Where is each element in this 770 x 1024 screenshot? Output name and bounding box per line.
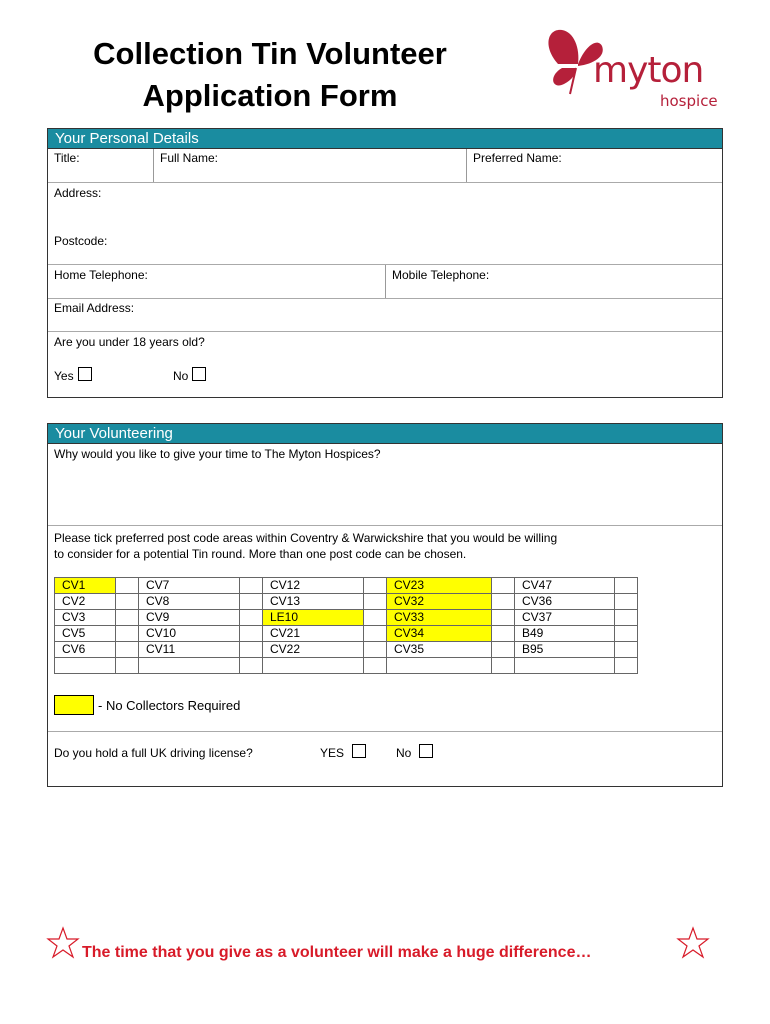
driving-yes-checkbox[interactable] [352,744,366,758]
postcode-table-row [55,594,638,610]
star-left-icon [46,926,80,960]
postcode-cell: CV22 [263,642,364,658]
postcode-tick-box[interactable] [615,594,638,610]
driving-question: Do you hold a full UK driving license? [54,746,253,760]
volunteering-heading: Your Volunteering [48,424,722,444]
postcode-tick-box[interactable] [492,610,515,626]
postcode-label: Postcode: [54,234,108,248]
telephone-row [48,265,722,299]
preferred-name-label: Preferred Name: [473,151,562,165]
postcode-cell: CV32 [387,594,492,610]
postcode-tick-box[interactable] [240,658,263,674]
postcode-cell: CV12 [263,578,364,594]
brand-sub: hospice [660,92,718,110]
postcode-tick-box[interactable] [240,578,263,594]
driving-row [48,732,722,782]
email-row [48,299,722,332]
page-title [60,33,480,117]
postcode-tick-box[interactable] [116,626,139,642]
postcode-table-row [55,626,638,642]
postcode-table-row [55,578,638,594]
driving-yes-label: YES [320,746,345,760]
personal-details-heading: Your Personal Details [48,129,722,149]
under-18-yes-label: Yes [54,369,74,383]
under-18-question: Are you under 18 years old? [54,335,205,349]
postcode-tick-box[interactable] [240,626,263,642]
tick-instruction-line-2: to consider for a potential Tin round. More than one post code can be chosen. [54,547,467,561]
volunteering-section [47,423,723,787]
name-row [48,149,722,183]
address-row [48,183,722,265]
postcode-cell: CV36 [515,594,615,610]
personal-details-section [47,128,723,398]
brand-name: myton [593,50,704,91]
postcode-tick-box[interactable] [116,658,139,674]
postcode-tick-box[interactable] [240,642,263,658]
postcode-cell [139,658,240,674]
postcode-cell: LE10 [263,610,364,626]
postcode-cell: CV3 [55,610,116,626]
postcode-cell [55,658,116,674]
postcode-cell: CV21 [263,626,364,642]
postcode-row [48,526,722,732]
driving-no-label: No [396,746,412,760]
postcode-table-row [55,610,638,626]
postcode-tick-box[interactable] [492,658,515,674]
why-question: Why would you like to give your time to The Myton Hospices? [54,447,381,461]
postcode-tick-box[interactable] [116,594,139,610]
postcode-table-row [55,642,638,658]
postcode-cell: CV34 [387,626,492,642]
postcode-cell: CV47 [515,578,615,594]
postcode-cell: CV11 [139,642,240,658]
postcode-cell: CV6 [55,642,116,658]
postcode-cell: CV7 [139,578,240,594]
postcode-tick-box[interactable] [364,610,387,626]
mobile-telephone-label: Mobile Telephone: [392,268,490,282]
postcode-tick-box[interactable] [240,610,263,626]
postcode-cell: CV35 [387,642,492,658]
star-right-icon [676,926,710,960]
full-name-label: Full Name: [160,151,219,165]
postcode-cell [515,658,615,674]
postcode-cell: CV5 [55,626,116,642]
home-telephone-label: Home Telephone: [54,268,148,282]
address-label: Address: [54,186,102,200]
postcode-tick-box[interactable] [615,642,638,658]
driving-no [396,744,433,760]
legend-text: - No Collectors Required [98,698,241,713]
postcode-tick-box[interactable] [116,578,139,594]
postcode-tick-box[interactable] [492,594,515,610]
postcode-tick-box[interactable] [240,594,263,610]
postcode-tick-box[interactable] [116,642,139,658]
postcode-cell: CV9 [139,610,240,626]
postcode-tick-box[interactable] [615,626,638,642]
title-line-1: Collection Tin Volunteer [93,36,447,71]
postcode-tick-box[interactable] [615,578,638,594]
postcode-cell: CV8 [139,594,240,610]
under-18-no-checkbox[interactable] [192,367,206,381]
title-label: Title: [54,151,80,165]
postcode-tick-box[interactable] [492,578,515,594]
postcode-table-row [55,658,638,674]
under-18-yes-checkbox[interactable] [78,367,92,381]
postcode-cell: B49 [515,626,615,642]
postcode-tick-box[interactable] [492,626,515,642]
under-18-yes [54,367,92,383]
postcode-cell: CV1 [55,578,116,594]
postcode-tick-box[interactable] [615,658,638,674]
under-18-no-label: No [173,369,189,383]
why-row [48,444,722,526]
age-row [48,332,722,398]
driving-yes [320,744,366,760]
postcode-cell: CV23 [387,578,492,594]
postcode-tick-box[interactable] [116,610,139,626]
postcode-tick-box[interactable] [615,610,638,626]
postcode-tick-box[interactable] [364,578,387,594]
tick-instruction-line-1: Please tick preferred post code areas within Coventry & Warwickshire that you would be willing [54,531,558,545]
postcode-tick-box[interactable] [364,626,387,642]
postcode-cell: CV2 [55,594,116,610]
legend-swatch [54,695,94,715]
postcode-cell: CV37 [515,610,615,626]
title-line-2: Application Form [142,78,398,113]
postcode-cell: B95 [515,642,615,658]
postcode-tick-box[interactable] [364,658,387,674]
under-18-no [173,367,206,383]
postcode-cell: CV10 [139,626,240,642]
postcode-cell [263,658,364,674]
postcode-cell [387,658,492,674]
postcode-table [54,577,638,674]
postcode-tick-box[interactable] [364,594,387,610]
postcode-cell: CV13 [263,594,364,610]
footer-slogan: The time that you give as a volunteer will make a huge difference… [82,944,592,961]
driving-no-checkbox[interactable] [419,744,433,758]
postcode-cell: CV33 [387,610,492,626]
email-label: Email Address: [54,301,135,315]
postcode-tick-box[interactable] [364,642,387,658]
postcode-tick-box[interactable] [492,642,515,658]
